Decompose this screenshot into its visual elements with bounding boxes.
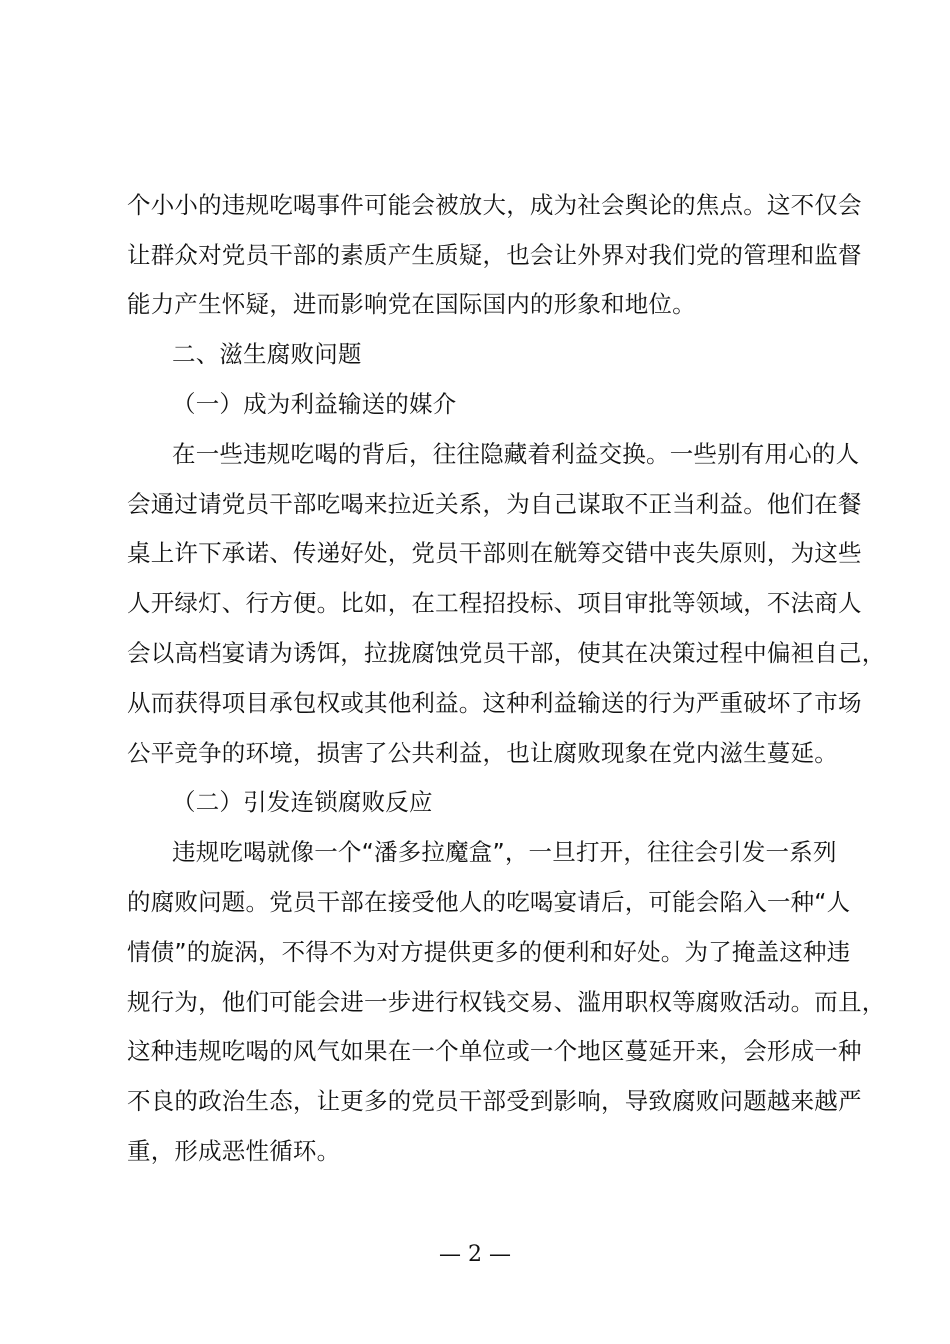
body-text-line: 会通过请党员干部吃喝来拉近关系，为自己谋取不正当利益。他们在餐 — [127, 490, 862, 518]
body-text-line: 桌上许下承诺、传递好处，党员干部则在觥筹交错中丧失原则，为这些 — [127, 539, 862, 567]
body-text-line: 重，形成恶性循环。 — [127, 1137, 341, 1165]
body-text-line: 这种违规吃喝的风气如果在一个单位或一个地区蔓延开来，会形成一种 — [127, 1037, 862, 1065]
body-text-line: 会以高档宴请为诱饵，拉拢腐蚀党员干部，使其在决策过程中偏袒自己， — [127, 639, 886, 667]
body-text-line: 违规吃喝就像一个“潘多拉魔盒”，一旦打开，往往会引发一系列 — [172, 838, 837, 866]
body-text-line: 不良的政治生态，让更多的党员干部受到影响，导致腐败问题越来越严 — [127, 1087, 862, 1115]
page-number: — 2 — — [439, 1242, 511, 1267]
body-text-line: 能力产生怀疑，进而影响党在国际国内的形象和地位。 — [127, 290, 696, 318]
section-heading: 二、滋生腐败问题 — [172, 340, 362, 368]
body-text-line: 情债”的旋涡，不得不为对方提供更多的便利和好处。为了掩盖这种违 — [127, 938, 851, 966]
body-text-line: 在一些违规吃喝的背后，往往隐藏着利益交换。一些别有用心的人 — [172, 440, 860, 468]
subsection-heading: （一）成为利益输送的媒介 — [172, 390, 457, 418]
body-text-line: 让群众对党员干部的素质产生质疑，也会让外界对我们党的管理和监督 — [127, 241, 862, 269]
body-text-line: 的腐败问题。党员干部在接受他人的吃喝宴请后，可能会陷入一种“人 — [127, 888, 851, 916]
body-text-line: 个小小的违规吃喝事件可能会被放大，成为社会舆论的焦点。这不仅会 — [127, 191, 862, 219]
body-text-line: 规行为，他们可能会进一步进行权钱交易、滥用职权等腐败活动。而且， — [127, 988, 886, 1016]
body-text-line: 人开绿灯、行方便。比如，在工程招投标、项目审批等领域，不法商人 — [127, 589, 862, 617]
subsection-heading: （二）引发连锁腐败反应 — [172, 788, 433, 816]
body-text-line: 从而获得项目承包权或其他利益。这种利益输送的行为严重破坏了市场 — [127, 689, 862, 717]
body-text-line: 公平竞争的环境，损害了公共利益，也让腐败现象在党内滋生蔓延。 — [127, 739, 838, 767]
